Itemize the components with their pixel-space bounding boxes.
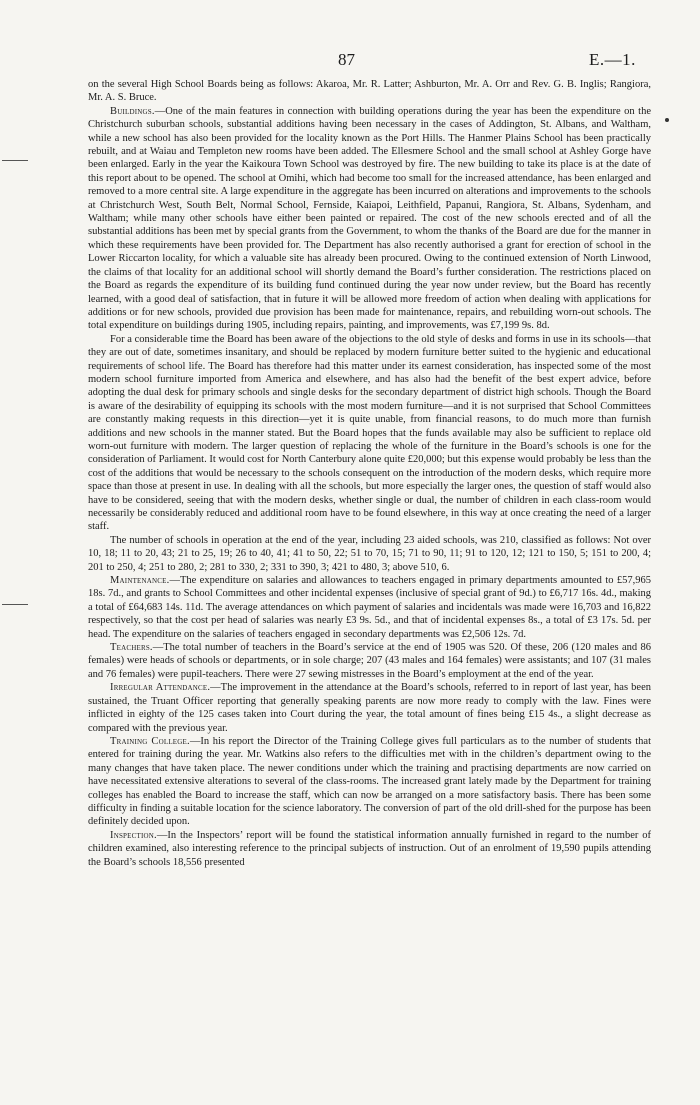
paragraph-text: For a considerable time the Board has been aware of the objections to the old style of desks and forms in use in its schools—that they are out of date, sometimes insanitary, and should be replaced by modern furniture better suited to the hygienic and educational requirements of school life. The Board has therefore had this matter under its earnest consideration, has inspected some of the most modern school furniture imported from America and elsewhere, and has also had the benefit of the best expert advice, before adopting the dual desk for primary schools and single desks for the secondary department of district high schools. Though the Board is aware of the desirability of equipping its schools with the most modern furniture—and it is not surprised that School Committees are constantly making requests in this direction—yet it is quite unable, from financial reasons, to do much more than furnish additions and new schools in the manner stated. But the Board hopes that the funds available may also be sufficient to replace old worn-out furniture with modern. The larger question of replacing the whole of the furniture in the Board’s schools is one for the consideration of Parliament. It would cost for North Canterbury alone quite £20,000; but this expense would probably be less than the cost of the additions that would be necessary to the schools consequent on the introduction of the modern desks, which require more space than those at present in use. In dealing with all the schools, but more especially the larger ones, the question of staff would also have to be considered, seeing that with the modern desks, whether single or dual, the number of children in each class-room would necessarily be considerably reduced and additional room have to be found elsewhere, in this way at once creating the need of a larger staff. <box>88 333 651 533</box>
paragraph-training-college <box>88 735 651 829</box>
paragraph-text: —In his report the Director of the Training College gives full particulars as to the number of students that entered for training during the year. Mr. Watkins also refers to the difficulties met with in the children’s department owing to the many changes that have taken place. The newer conditions under which the training and practising departments are now carried on have necessitated extensive alterations to several of the class-rooms. The increased grant lately made by the Department for training colleges has enabled the Board to increase the staff, which can now be arranged on a more satisfactory basis. There has been some difficulty in finding a suitable location for the science laboratory. The conversion of part of the old drill-shed for the purpose has been definitely decided upon. <box>88 735 651 828</box>
paragraph-intro <box>88 78 651 105</box>
section-heading-training-college: Training College. <box>110 735 190 747</box>
margin-mark <box>2 160 28 161</box>
section-heading-irregular-attendance: Irregular Attendance. <box>110 682 211 694</box>
document-reference-code: E.—1. <box>589 50 636 69</box>
section-heading-maintenance: Maintenance. <box>110 575 170 587</box>
page-number: 87 <box>338 50 355 69</box>
report-body <box>88 78 651 869</box>
paragraph-text: —The expenditure on salaries and allowances to teachers engaged in primary departments amounted to £57,965 18s. 7d., and grants to School Committees and other incidental expenses (inclusive of special grant of 9d.) to £6,717 16s. 4d., making a total of £64,683 14s. 11d. The average attendances on which payment of salaries and incidentals was made were 16,703 and 16,822 respectively, so that the cost per head of salaries was nearly £3 9s. 5d., and that of incidental expenses 8s., a total of £3 17s. 5d. per head. The expenditure on the salaries of teachers engaged in secondary departments was £2,506 12s. 7d. <box>88 575 651 640</box>
section-heading-buildings: Buildings. <box>110 105 155 117</box>
paragraph-maintenance <box>88 574 651 641</box>
section-heading-inspection: Inspection. <box>110 829 157 841</box>
margin-dot <box>665 118 669 122</box>
paragraph-text: —In the Inspectors’ report will be found the statistical information annually furnished in regard to the number of children examined, also interesting reference to the principal subjects of instruction. Out of an enrolment of 19,590 pupils attending the Board’s schools 18,556 presented <box>88 829 651 868</box>
paragraph-text: on the several High School Boards being as follows: Akaroa, Mr. R. Latter; Ashburton, Mr. A. Orr and Rev. G. B. Inglis; Rangiora, Mr. A. S. Bruce. <box>88 79 651 104</box>
paragraph-text: —The improvement in the attendance at the Board’s schools, referred to in report of last year, has been sustained, the Truant Officer reporting that generally speaking parents are now more ready to comply with the law. Fines were inflicted in eighty of the 125 cases taken into Court during the year, the total amount of fines being £15 4s., a slight decrease as compared with the previous year. <box>88 682 651 734</box>
paragraph-inspection <box>88 829 651 869</box>
paragraph-schools-count <box>88 534 651 574</box>
paragraph-buildings <box>88 105 651 333</box>
section-heading-teachers: Teachers. <box>110 642 153 654</box>
paragraph-text: —The total number of teachers in the Board’s service at the end of 1905 was 520. Of these, 206 (120 males and 86 females) were heads of schools or departments, or in sole charge; 207 (43 males and 164 females) were assistants; and 107 (31 males and 76 females) were pupil-teachers. There were 27 sewing mistresses in the Board’s employment at the end of the year. <box>88 642 651 680</box>
page-header <box>0 50 700 74</box>
paragraph-text: The number of schools in operation at the end of the year, including 23 aided schools, was 210, classified as follows: Not over 10, 18; 11 to 20, 43; 21 to 25, 19; 26 to 40, 41; 41 to 50, 22; 51 to 70, 15; 71 to 90, 11; 91 to 120, 12; 121 to 150, 5; 151 to 200, 4; 201 to 250, 4; 251 to 280, 2; 281 to 330, 2; 331 to 390, 3; 421 to 480, 3; above 510, 6. <box>88 534 651 573</box>
paragraph-irregular-attendance <box>88 681 651 735</box>
paragraph-teachers <box>88 641 651 681</box>
paragraph-furniture <box>88 333 651 534</box>
paragraph-text: —One of the main features in connection with building operations during the year has been the expenditure on the Christchurch suburban schools, substantial additions having been necessary in the cases of Addington, St. Albans, and Waltham, while a new school has also been provided for the locality known as the Port Hills. The Hanmer Plains School has been practically rebuilt, and at Waiau and Templeton new rooms have been added. The Ellesmere School and the small school at Ashley Gorge have been enlarged. Early in the year the Kaikoura Town School was destroyed by fire. The new building to take its place is at the date of this report about to be opened. The school at Omihi, which had become too small for the increased attendance, has been enlarged and removed to a more central site. A large expenditure in the aggregate has been incurred on alterations and improvements to the schools at Christchurch West, South Belt, Normal School, Fernside, Kaiapoi, Leithfield, Papanui, Rangiora, St. Albans, Sydenham, and Waltham; while many other schools have either been painted or repaired. The cost of the new schools erected and of all the substantial additions has been met by special grants from the Government, to whom the thanks of the Board are due for the manner in which these requirements have been provided for. The Department has also recently authorised a grant for erection of school in the Lower Riccarton locality, for which a valuable site has already been procured. Owing to the continued extension of North Linwood, the claims of that locality for an additional school will shortly demand the Board’s further consideration. The restrictions placed on the Board as regards the expenditure of its building fund continued during the year now under review, but the Board has recently learned, with a good deal of satisfaction, that in future it will be allowed more freedom of action when dealing with applications for additions or for new schools, provided due provision has been made for maintenance, repairs, and rebuilding worn-out schools. The total expenditure on buildings during 1905, including repairs, painting, and improvements, was £7,199 9s. 8d. <box>88 105 651 332</box>
margin-mark <box>2 604 28 605</box>
